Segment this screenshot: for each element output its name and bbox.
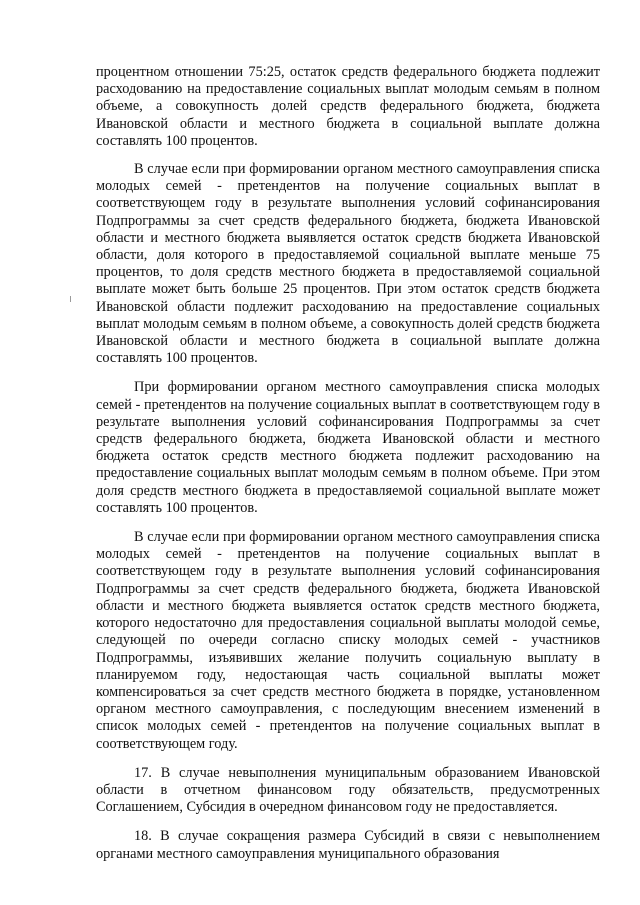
scan-mark (70, 296, 71, 302)
paragraph-item-18: 18. В случае сокращения размера Субсидий в связи с невыполнением органами местного самоуправления муниципального образования (96, 828, 600, 862)
paragraph-local-budget-remainder: При формировании органом местного самоуправления списка молодых семей - претендентов на получение социальных выплат в соответствующем году в результате выполнения условий софинансирования Подпрограммы за счет средств федерального бюджета, бюджета Ивановской области и местного бюджета остаток средств местного бюджета подлежит расходованию на предоставление социальных выплат молодым семьям в полном объеме. При этом доля средств местного бюджета в предоставляемой социальной выплате может составлять 100 процентов. (96, 379, 600, 516)
paragraph-insufficient-remainder: В случае если при формировании органом местного самоуправления списка молодых семей - претендентов на получение социальных выплат в соответствующем году в результате выполнения условий софинансирования Подпрограммы за счет средств федерального бюджета, бюджета Ивановской области и местного бюджета выявляется остаток средств местного бюджета, которого недостаточно для предоставления социальной выплаты молодой семье, следующей по очереди согласно списку молодых семей - участников Подпрограммы, изъявивших желание получить социальную выплату в планируемом году, недостающая часть социальной выплаты может компенсироваться за счет средств местного бюджета в порядке, установленном органом местного самоуправления, с последующим внесением изменений в список молодых семей - претендентов на получение социальных выплат в соответствующем году. (96, 529, 600, 752)
paragraph-regional-budget-remainder: В случае если при формировании органом местного самоуправления списка молодых семей - претендентов на получение социальных выплат в соответствующем году в результате выполнения условий софинансирования Подпрограммы за счет средств федерального бюджета, бюджета Ивановской области и местного бюджета выявляется остаток средств бюджета Ивановской области, доля которого в предоставляемой социальной выплате меньше 75 процентов, то доля средств местного бюджета в предоставляемой социальной выплате может быть больше 25 процентов. При этом остаток средств бюджета Ивановской области подлежит расходованию на предоставление социальных выплат молодым семьям в полном объеме, а совокупность долей средств бюджета Ивановской области и местного бюджета в социальной выплате должна составлять 100 процентов. (96, 161, 600, 367)
document-body (96, 64, 600, 875)
paragraph-continuation: процентном отношении 75:25, остаток средств федерального бюджета подлежит расходованию на предоставление социальных выплат молодым семьям в полном объеме, а совокупность долей средств федерального бюджета, бюджета Ивановской области и местного бюджета в социальной выплате должна составлять 100 процентов. (96, 64, 600, 149)
paragraph-item-17: 17. В случае невыполнения муниципальным образованием Ивановской области в отчетном финансовом году обязательств, предусмотренных Соглашением, Субсидия в очередном финансовом году не предоставляется. (96, 764, 600, 816)
